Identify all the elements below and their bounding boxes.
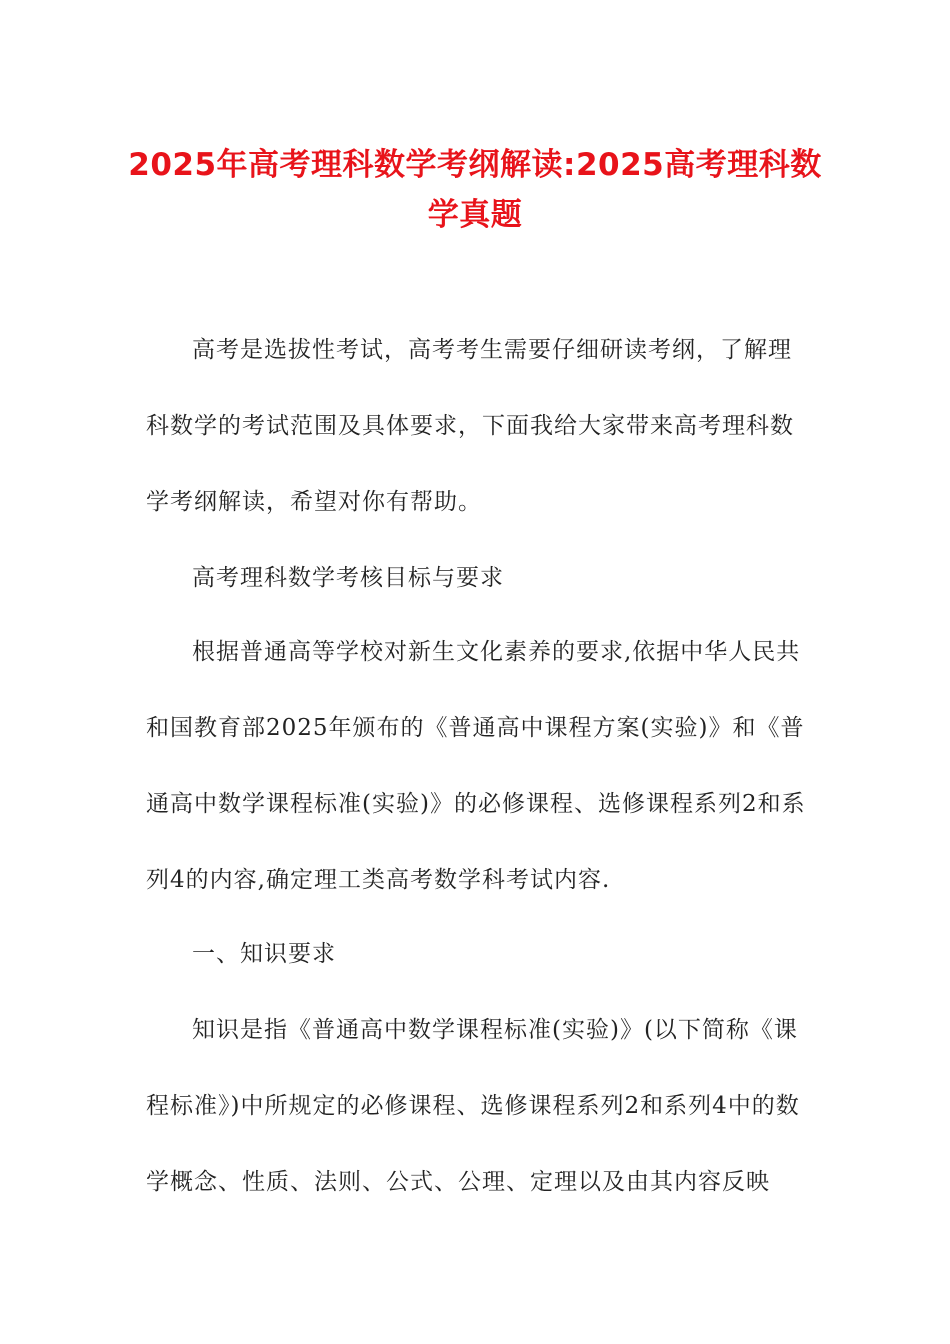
intro-paragraph: 高考是选拔性考试，高考考生需要仔细研读考纲，了解理科数学的考试范围及具体要求，下面我给大家带来高考理科数学考纲解读，希望对你有帮助。 <box>146 337 794 515</box>
section-heading-goals: 高考理科数学考核目标与要求 <box>192 565 504 591</box>
document-title: 2025年高考理科数学考纲解读:2025高考理科数学真题 <box>128 147 822 233</box>
knowledge-paragraph: 知识是指《普通高中数学课程标准(实验)》(以下简称《课程标准》)中所规定的必修课程、选修课程系列2和系列4中的数学概念、性质、法则、公式、公理、定理以及由其内容反映 <box>146 1017 800 1195</box>
section-heading-knowledge: 一、知识要求 <box>192 941 336 967</box>
basis-paragraph: 根据普通高等学校对新生文化素养的要求,依据中华人民共和国教育部2025年颁布的《普通高中课程方案(实验)》和《普通高中数学课程标准(实验)》的必修课程、选修课程系列2和系列4的内容,确定理工类高考数学科考试内容. <box>146 639 806 893</box>
